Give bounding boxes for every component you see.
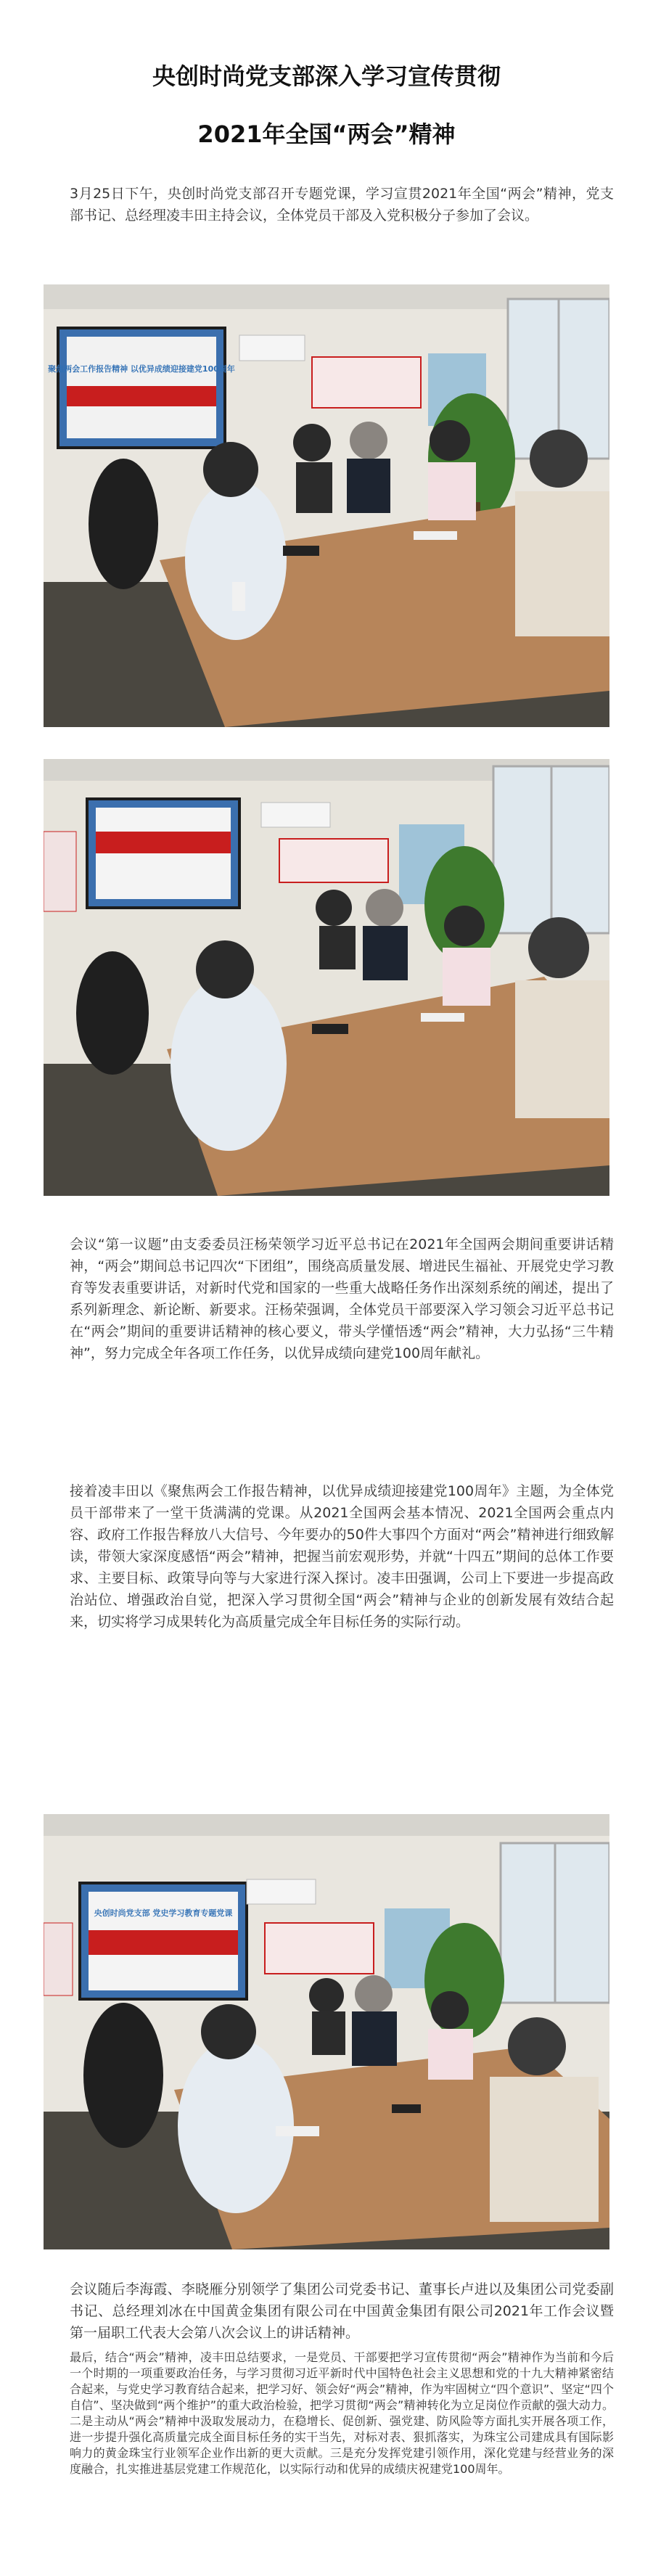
meeting-photo-1 [44,284,609,727]
meeting-photo-2 [44,759,609,1196]
projector-screen-text: 聚焦两会工作报告精神 以优异成绩迎接建党100周年 [48,364,235,374]
meeting-photo-2-illustration [44,759,609,1196]
body-paragraph-3: 会议随后李海霞、李晓雁分别领学了集团公司党委书记、董事长卢进以及集团公司党委副书记、总经理刘冰在中国黄金集团有限公司在中国黄金集团有限公司2021年工作会议暨第一届职工代表大会第八次会议上的讲话精神。 [70,2281,614,2341]
article-title-line-2: 2021年全国“两会”精神 [197,120,456,148]
projector-screen-text: 央创时尚党支部 党史学习教育专题党课 [94,1908,233,1918]
intro-paragraph: 3月25日下午，央创时尚党支部召开专题党课，学习宣贯2021年全国“两会”精神，党支部书记、总经理凌丰田主持会议，全体党员干部及入党积极分子参加了会议。 [70,186,614,223]
meeting-photo-1-illustration [44,284,609,727]
body-paragraph-4: 最后，结合“两会”精神，凌丰田总结要求，一是党员、干部要把学习宣传贯彻“两会”精神作为当前和今后一个时期的一项重要政治任务，与学习贯彻习近平新时代中国特色社会主义思想和党的十九大精神紧密结合起来，与党史学习教育结合起来，把学习好、领会好“两会”精神，作为牢固树立“四个意识”、坚定“四个自信”、坚决做到“两个维护”的重大政治检验，把学习贯彻“两会”精神转化为立足岗位作贡献的强大动力。二是主动从“两会”精神中汲取发展动力，在稳增长、促创新、强党建、防风险等方面扎实开展各项工作，进一步提升强化高质量完成全面目标任务的实干当先，对标对表、狠抓落实，为珠宝公司建成具有国际影响力的黄金珠宝行业领军企业作出新的更大贡献。三是充分发挥党建引领作用，深化党建与经营业务的深度融合，扎实推进基层党建工作规范化，以实际行动和优异的成绩庆祝建党100周年。 [70,2350,614,2476]
body-paragraph-1: 会议“第一议题”由支委委员汪杨荣领学习近平总书记在2021年全国两会期间重要讲话精神，“两会”期间总书记四次“下团组”，围绕高质量发展、增进民生福祉、开展党史学习教育等发表重要讲话，对新时代党和国家的一些重大战略任务作出深刻系统的阐述，提出了系列新理念、新论断、新要求。汪杨荣强调，全体党员干部要深入学习领会习近平总书记在“两会”期间的重要讲话精神的核心要义，带头学懂悟透“两会”精神，大力弘扬“三牛精神”，努力完成全年各项工作任务，以优异成绩向建党100周年献礼。 [70,1236,614,1361]
article-title-line-1: 央创时尚党支部深入学习宣传贯彻 [152,62,501,90]
body-paragraph-2: 接着凌丰田以《聚焦两会工作报告精神，以优异成绩迎接建党100周年》主题，为全体党员干部带来了一堂干货满满的党课。从2021全国两会基本情况、2021全国两会重点内容、政府工作报告释放八大信号、今年要办的50件大事四个方面对“两会”精神进行细致解读，带领大家深度感悟“两会”精神，把握当前宏观形势，并就“十四五”期间的总体工作要求、主要目标、政策导向等与大家进行深入探讨。凌丰田强调，公司上下要进一步提高政治站位、增强政治自觉，把深入学习贯彻全国“两会”精神与企业的创新发展有效结合起来，切实将学习成果转化为高质量完成全年目标任务的实际行动。 [70,1483,614,1630]
meeting-photo-3-illustration [44,1814,609,2249]
meeting-photo-3 [44,1814,609,2249]
